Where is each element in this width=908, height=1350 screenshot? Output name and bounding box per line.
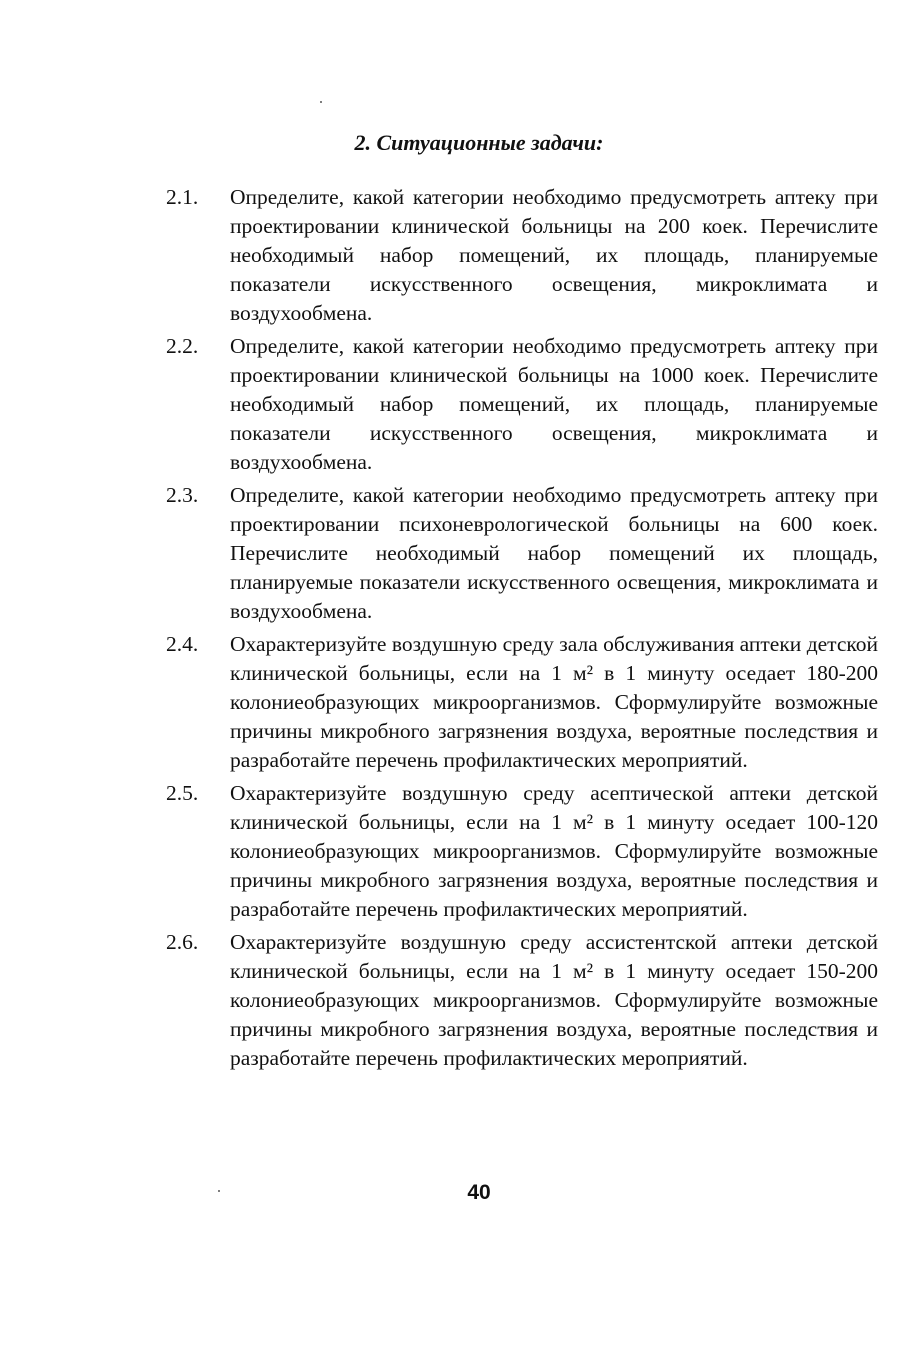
task-item — [166, 481, 878, 626]
task-text: Определите, какой категории необходимо предусмотреть аптеку при проектировании клинической больницы на 200 коек. Перечислите необходимый набор помещений, их площадь, планируемые показатели искусственного освещения, микроклимата и воздухообмена. — [230, 185, 878, 325]
task-number: 2.3. — [166, 483, 199, 507]
task-item — [166, 183, 878, 328]
page-number: 40 — [467, 1181, 491, 1204]
scan-speck — [320, 101, 322, 103]
task-number: 2.1. — [166, 185, 199, 209]
task-number: 2.4. — [166, 632, 199, 656]
task-text: Охарактеризуйте воздушную среду ассистентской аптеки детской клинической больницы, если на 1 м² в 1 минуту оседает 150-200 колониеобразующих микроорганизмов. Сформулируйте возможные причины микробного загрязнения воздуха, вероятные последствия и разработайте перечень профилактических мероприятий. — [230, 930, 878, 1070]
task-item — [166, 779, 878, 924]
task-number: 2.6. — [166, 930, 199, 954]
task-text: Определите, какой категории необходимо предусмотреть аптеку при проектировании клинической больницы на 1000 коек. Перечислите необходимый набор помещений, их площадь, планируемые показатели искусственного освещения, микроклимата и воздухообмена. — [230, 334, 878, 474]
task-item — [166, 928, 878, 1073]
task-text: Охарактеризуйте воздушную среду зала обслуживания аптеки детской клинической больницы, если на 1 м² в 1 минуту оседает 180-200 колониеобразующих микроорганизмов. Сформулируйте возможные причины микробного загрязнения воздуха, вероятные последствия и разработайте перечень профилактических мероприятий. — [230, 632, 878, 772]
task-number: 2.2. — [166, 334, 199, 358]
task-item — [166, 630, 878, 775]
task-text: Охарактеризуйте воздушную среду асептической аптеки детской клинической больницы, если на 1 м² в 1 минуту оседает 100-120 колониеобразующих микроорганизмов. Сформулируйте возможные причины микробного загрязнения воздуха, вероятные последствия и разработайте перечень профилактических мероприятий. — [230, 781, 878, 921]
task-list — [166, 183, 878, 1077]
task-item — [166, 332, 878, 477]
task-number: 2.5. — [166, 781, 199, 805]
section-heading: 2. Ситуационные задачи: — [354, 130, 604, 155]
task-text: Определите, какой категории необходимо предусмотреть аптеку при проектировании психоневрологической больницы на 600 коек. Перечислите необходимый набор помещений их площадь, планируемые показатели искусственного освещения, микроклимата и воздухообмена. — [230, 483, 878, 623]
